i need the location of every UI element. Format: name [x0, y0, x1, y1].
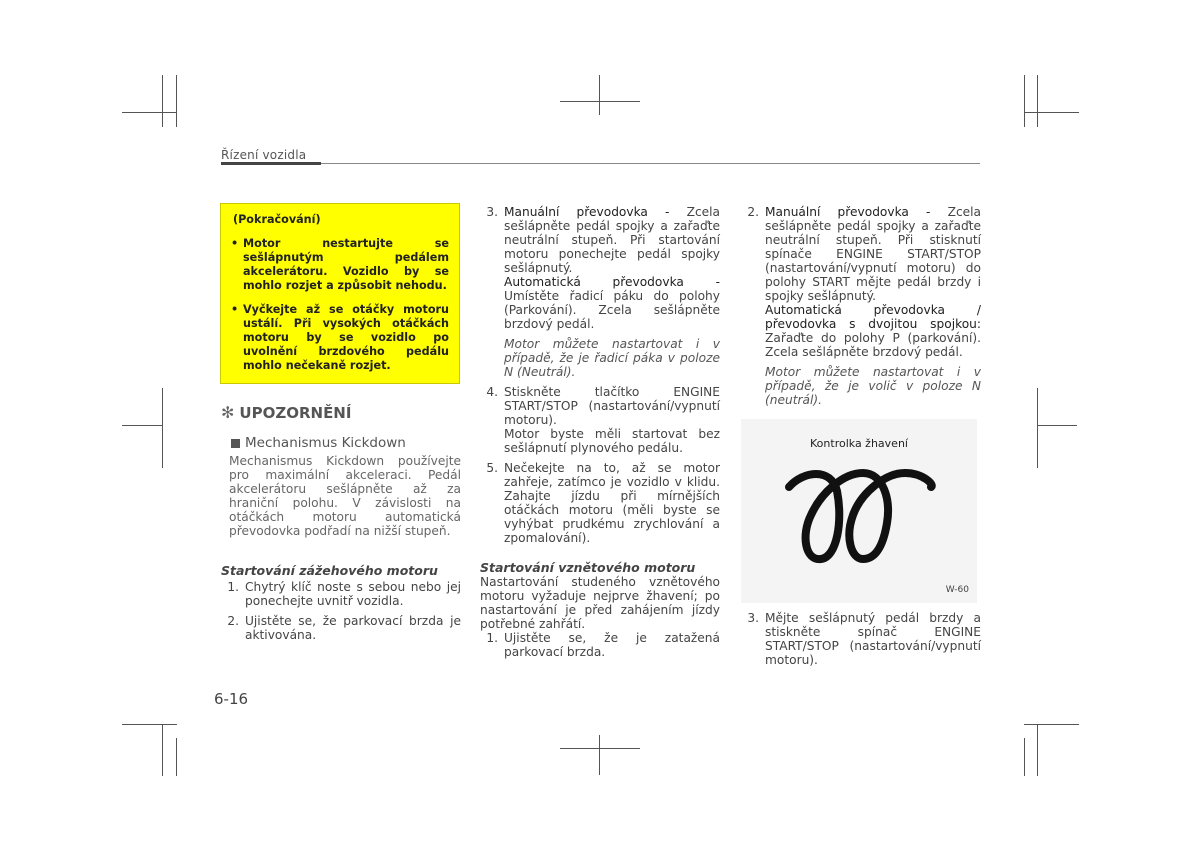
- bullet-icon: •: [231, 303, 239, 316]
- auto-label: Automatická převodovka -: [504, 275, 720, 289]
- step-number: 3.: [747, 611, 759, 625]
- column-right: [741, 205, 981, 673]
- header-rule: [321, 163, 980, 164]
- step-text: Ujistěte se, že parkovací brzda je aktivována.: [245, 614, 461, 642]
- step-note: Motor můžete nastartovat i v případě, že je volič v poloze N (neutrál).: [765, 365, 981, 407]
- glow-plug-icon: [741, 419, 977, 603]
- list-item: [480, 205, 720, 379]
- notice-heading: [221, 403, 461, 422]
- section-title: Řízení vozidla: [221, 148, 307, 162]
- list-item: [741, 611, 981, 667]
- list-item: [480, 461, 720, 545]
- warning-item-text: Motor nestartujte se sešlápnutým pedálem akcelerátoru. Vozidlo by se mohlo rozjet a způsobit nehodu.: [243, 237, 449, 292]
- step-body: [504, 205, 720, 379]
- crop-mark: [1037, 75, 1038, 127]
- list-item: [221, 580, 461, 608]
- crop-mark: [162, 75, 163, 127]
- step-number: 3.: [486, 205, 498, 219]
- square-bullet-icon: [231, 439, 240, 448]
- list-item: [480, 631, 720, 659]
- step-number: 4.: [486, 385, 498, 399]
- manual-text: Zcela sešlápněte pedál spojky a zařaďte neutrální stupeň. Při stisknutí spínače ENGINE START/STOP (nastartování/vypnutí motoru) do polohy START mějte pedál brzdy i spojky sešlápnutý.: [765, 205, 982, 303]
- warning-item: [231, 303, 449, 373]
- crop-mark: [122, 112, 177, 113]
- crop-mark: [176, 75, 177, 127]
- step-number: 2.: [747, 205, 759, 219]
- manual-text: Zcela sešlápněte pedál spojky a zařaďte neutrální stupeň. Při startování motoru ponechejte pedál spojky sešlápnutý.: [504, 205, 721, 275]
- crop-mark: [599, 735, 600, 775]
- diesel-intro: Nastartování studeného vznětového motoru vyžaduje nejprve žhavení; po nastartování je před zahájením jízdy potřebné zahřátí.: [480, 575, 720, 631]
- notice-subheading: [231, 436, 461, 450]
- crop-mark: [1024, 724, 1079, 725]
- step-body: [765, 205, 981, 407]
- crop-mark: [122, 724, 177, 725]
- list-item: [741, 205, 981, 407]
- petrol-steps: [221, 580, 461, 642]
- auto-text: Zařaďte do polohy P (parkování). Zcela sešlápněte brzdový pedál.: [765, 331, 981, 359]
- warning-item: [231, 237, 449, 293]
- step-text: Stiskněte tlačítko ENGINE START/STOP (nastartování/vypnutí motoru).: [504, 385, 720, 427]
- diesel-section-title: Startování vznětového motoru: [480, 560, 696, 575]
- asterisk-icon: ✻: [221, 403, 235, 422]
- step-number: 2.: [227, 614, 239, 628]
- crop-mark: [162, 388, 163, 468]
- auto-text: Umístěte řadicí páku do polohy (Parkování). Zcela sešlápněte brzdový pedál.: [504, 289, 720, 331]
- crop-mark: [122, 425, 162, 426]
- figure-caption: Kontrolka žhavení: [810, 437, 908, 450]
- step-note: Motor můžete nastartovat i v případě, že je řadicí páka v poloze N (Neutrál).: [504, 337, 720, 379]
- manual-label: Manuální převodovka -: [504, 205, 670, 219]
- notice-text: Mechanismus Kickdown používejte pro maximální akceleraci. Pedál akcelerátoru sešlápněte až za hraniční polohu. V závislosti na otáčkách motoru automatická převodovka podřadí na nižší stupeň.: [229, 454, 461, 538]
- page-header: [221, 148, 980, 162]
- petrol-steps-continued: [480, 205, 720, 545]
- crop-mark: [1024, 738, 1025, 776]
- step-number: 5.: [486, 461, 498, 475]
- step-text: Nečekejte na to, až se motor zahřeje, zatímco je vozidlo v klidu. Zahajte jízdu při mírnějších otáčkách motoru (měli byste se vyhýbat prudkému zrychlování a zpomalování).: [504, 461, 720, 545]
- step-number: 1.: [486, 631, 498, 645]
- bullet-icon: •: [231, 237, 239, 250]
- diesel-steps-continued: [741, 205, 981, 407]
- crop-mark: [599, 75, 600, 115]
- crop-mark: [1037, 388, 1038, 468]
- step-number: 1.: [227, 580, 239, 594]
- crop-mark: [1024, 112, 1079, 113]
- notice-title: UPOZORNĚNÍ: [239, 404, 352, 422]
- step-body: [504, 385, 720, 455]
- column-left: [221, 203, 461, 648]
- crop-mark: [1037, 425, 1077, 426]
- crop-mark: [560, 101, 640, 102]
- notice-subhead-text: Mechanismus Kickdown: [245, 435, 406, 451]
- diesel-steps: [480, 631, 720, 659]
- warning-item-text: Vyčkejte až se otáčky motoru ustálí. Při vysokých otáčkách motoru by se vozidlo po uvolnění brzdového pedálu mohlo nečekaně rozjet.: [243, 303, 449, 372]
- list-item: [221, 614, 461, 642]
- crop-mark: [162, 724, 163, 776]
- manual-label: Manuální převodovka -: [765, 205, 931, 219]
- step-extra: Motor byste měli startovat bez sešlápnutí plynového pedálu.: [504, 427, 720, 455]
- auto-label: Automatická převodovka / převodovka s dvojitou spojkou:: [765, 303, 981, 331]
- header-accent-bar: [221, 162, 321, 165]
- crop-mark: [1037, 724, 1038, 776]
- list-item: [480, 385, 720, 455]
- step-text: Chytrý klíč noste s sebou nebo jej ponechejte uvnitř vozidla.: [245, 580, 461, 608]
- figure-code: W-60: [945, 585, 969, 595]
- warning-box: [220, 203, 460, 384]
- petrol-section-title: Startování zážehového motoru: [221, 563, 438, 578]
- step-text: Ujistěte se, že je zatažená parkovací brzda.: [504, 631, 720, 659]
- diesel-steps-final: [741, 611, 981, 667]
- warning-title: (Pokračování): [233, 213, 321, 226]
- glow-indicator-figure: [741, 419, 977, 603]
- step-text: Mějte sešlápnutý pedál brzdy a stiskněte spínač ENGINE START/STOP (nastartování/vypnutí motoru).: [765, 611, 981, 667]
- crop-mark: [1024, 75, 1025, 127]
- column-middle: [480, 205, 720, 665]
- crop-mark: [560, 748, 640, 749]
- page-number: 6-16: [214, 690, 249, 708]
- crop-mark: [176, 738, 177, 776]
